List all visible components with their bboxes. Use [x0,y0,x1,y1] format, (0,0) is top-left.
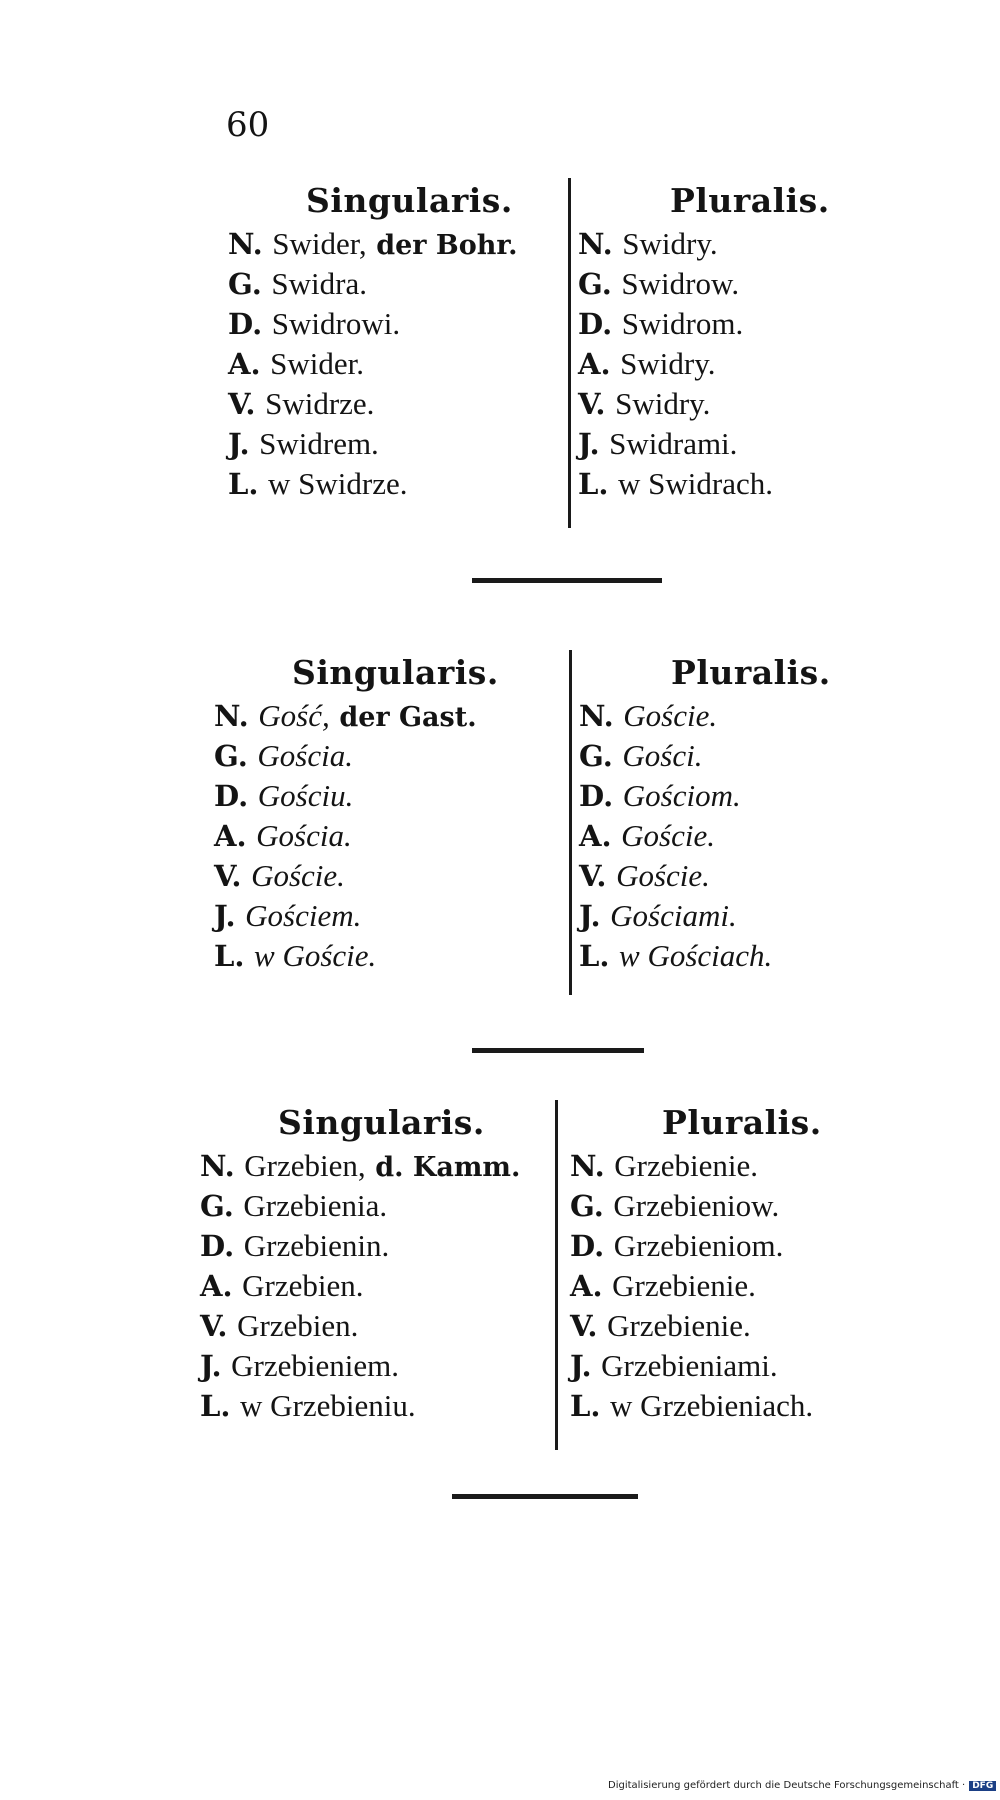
noun-form: w Gościach. [619,938,773,973]
section-rule [452,1494,638,1499]
noun-form: Gości. [622,738,703,773]
case-label: V. [578,387,606,421]
case-label: G. [579,739,613,773]
case-row [578,464,878,504]
plural-column [570,1100,870,1426]
singular-heading: Singularis. [292,653,499,692]
singular-column [200,1100,530,1426]
case-row [570,1346,870,1386]
case-label: N. [214,699,249,733]
case-row [578,384,878,424]
noun-form: Swidry. [622,226,718,261]
case-label: N. [570,1149,605,1183]
noun-form: Swidrami. [609,426,738,461]
plural-column [579,650,879,976]
noun-form: Grzebienia. [243,1188,388,1223]
section-rule [472,578,662,583]
case-row [579,936,879,976]
noun-form: Goście. [623,698,718,733]
case-label: D. [579,779,614,813]
footer-text: Digitalisierung gefördert durch die Deutsche Forschungsgemeinschaft · [608,1780,966,1791]
column-divider [568,178,571,528]
plural-column [578,178,878,504]
case-row [228,384,558,424]
case-label: L. [200,1389,231,1423]
case-row [200,1306,530,1346]
case-row [578,344,878,384]
case-row [214,816,544,856]
case-row [200,1226,530,1266]
case-row [214,936,544,976]
noun-form: Gościa. [257,738,353,773]
noun-form: Grzebienin. [243,1228,390,1263]
noun-form: Swider. [270,346,365,381]
singular-column [214,650,544,976]
noun-form: w Swidrze. [268,466,408,501]
noun-form: Swidrowi. [271,306,401,341]
case-row [570,1386,870,1426]
noun-form: w Grzebieniach. [610,1388,814,1423]
german-gloss: der Gast. [339,702,477,733]
singular-heading: Singularis. [306,181,513,220]
plural-heading: Pluralis. [662,1103,822,1142]
case-row [214,856,544,896]
case-label: L. [578,467,609,501]
case-row [579,776,879,816]
noun-form: Goście. [251,858,345,893]
case-row [570,1226,870,1266]
case-row [214,896,544,936]
noun-form: Grzebien, [244,1148,366,1183]
case-label: V. [200,1309,228,1343]
case-row [228,344,558,384]
noun-form: Grzebienie. [614,1148,759,1183]
case-label: G. [228,267,262,301]
case-label: N. [579,699,614,733]
noun-form: Goście. [621,818,715,853]
noun-form: Grzebieniow. [613,1188,780,1223]
noun-form: w Goście. [254,938,377,973]
singular-column [228,178,558,504]
case-row [228,424,558,464]
case-row [200,1266,530,1306]
case-row [200,1346,530,1386]
column-divider [555,1100,558,1450]
case-row [579,856,879,896]
case-label: A. [578,347,611,381]
case-label: L. [570,1389,601,1423]
declension-table-grzebien [200,1100,860,1450]
case-row [200,1386,530,1426]
noun-form: w Grzebieniu. [240,1388,416,1423]
german-gloss: d. Kamm. [375,1152,521,1183]
case-label: A. [200,1269,233,1303]
case-row [228,464,558,504]
noun-form: Swider, [272,226,367,261]
case-row [570,1146,870,1186]
page-number: 60 [226,105,270,145]
case-row [200,1146,530,1186]
noun-form: Gość, [258,698,330,733]
case-label: A. [228,347,261,381]
case-label: N. [200,1149,235,1183]
noun-form: Gościom. [622,778,741,813]
case-label: D. [228,307,263,341]
column-divider [569,650,572,995]
case-label: A. [214,819,247,853]
noun-form: Swidrze. [265,386,375,421]
noun-form: Gościami. [610,898,737,933]
case-row [200,1186,530,1226]
case-row [579,696,879,736]
case-label: L. [579,939,610,973]
case-label: J. [214,899,236,933]
declension-table-gosc [214,650,874,995]
case-label: N. [578,227,613,261]
case-label: G. [578,267,612,301]
case-row [578,424,878,464]
noun-form: Grzebieniom. [613,1228,784,1263]
plural-heading: Pluralis. [671,653,831,692]
case-label: D. [214,779,249,813]
noun-form: Grzebieniem. [231,1348,399,1383]
case-row [214,696,544,736]
german-gloss: der Bohr. [376,230,518,261]
noun-form: Grzebienie. [607,1308,751,1343]
case-label: A. [579,819,612,853]
case-row [578,264,878,304]
case-label: V. [579,859,607,893]
case-label: D. [578,307,613,341]
noun-form: Grzebieniami. [601,1348,778,1383]
case-label: D. [200,1229,235,1263]
noun-form: Gościem. [245,898,362,933]
case-label: L. [228,467,259,501]
case-label: L. [214,939,245,973]
case-row [579,736,879,776]
noun-form: Grzebienie. [612,1268,756,1303]
case-label: V. [228,387,256,421]
case-row [578,224,878,264]
noun-form: Grzebien. [242,1268,364,1303]
noun-form: Gościu. [257,778,354,813]
case-label: V. [214,859,242,893]
case-label: J. [578,427,600,461]
case-row [214,776,544,816]
digitization-footer [608,1780,996,1791]
noun-form: Swidrem. [259,426,379,461]
case-label: J. [200,1349,222,1383]
noun-form: Swidrow. [621,266,740,301]
case-row [570,1306,870,1346]
case-row [228,304,558,344]
case-row [578,304,878,344]
case-row [570,1186,870,1226]
case-label: J. [570,1349,592,1383]
case-label: J. [579,899,601,933]
case-label: G. [214,739,248,773]
case-label: A. [570,1269,603,1303]
noun-form: Swidry. [620,346,716,381]
case-label: D. [570,1229,605,1263]
case-row [228,264,558,304]
noun-form: Grzebien. [237,1308,359,1343]
declension-table-swider [228,178,888,528]
plural-heading: Pluralis. [670,181,830,220]
singular-heading: Singularis. [278,1103,485,1142]
case-label: V. [570,1309,598,1343]
noun-form: Goście. [616,858,710,893]
case-label: N. [228,227,263,261]
case-row [579,896,879,936]
noun-form: Swidrom. [621,306,744,341]
case-row [214,736,544,776]
noun-form: Gościa. [256,818,352,853]
noun-form: w Swidrach. [618,466,774,501]
section-rule [472,1048,644,1053]
case-label: J. [228,427,250,461]
case-row [579,816,879,856]
case-label: G. [570,1189,604,1223]
noun-form: Swidry. [615,386,711,421]
dfg-logo: DFG [969,1781,996,1791]
noun-form: Swidra. [271,266,367,301]
case-row [570,1266,870,1306]
case-row [228,224,558,264]
case-label: G. [200,1189,234,1223]
